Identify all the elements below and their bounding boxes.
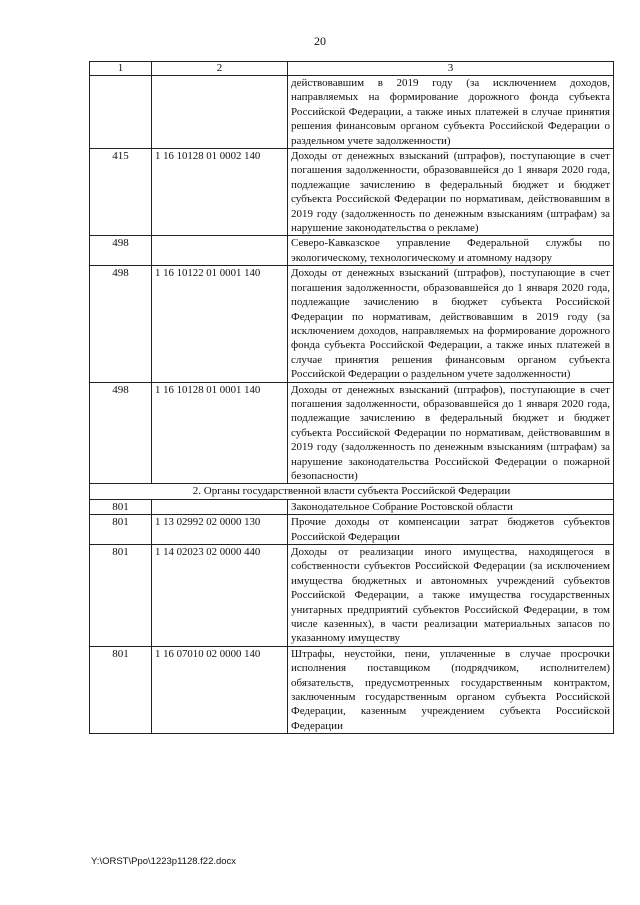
administrator-code: 801 xyxy=(90,646,152,733)
administrator-code: 498 xyxy=(90,266,152,382)
revenue-code xyxy=(152,76,288,149)
file-path-footer: Y:\ORST\Ppo\1223p1128.f22.docx xyxy=(91,856,237,867)
revenue-code: 1 16 10128 01 0001 140 xyxy=(152,382,288,484)
table-row xyxy=(90,149,614,236)
table-header-row xyxy=(90,62,614,76)
table-row xyxy=(90,646,614,733)
administrator-code xyxy=(90,76,152,149)
administrator-code: 801 xyxy=(90,515,152,545)
column-header: 1 xyxy=(90,62,152,76)
section-heading: 2. Органы государственной власти субъекта Российской Федерации xyxy=(90,484,614,499)
revenue-description: Доходы от реализации иного имущества, находящегося в собственности субъектов Российской Федерации (за исключением имущества бюджетных и автономных учреждений субъектов Российской Федерации, а также имущества государственных унитарных предприятий субъектов Российской Федерации, в том числе казенных), в части реализации материальных запасов по указанному имуществу xyxy=(288,545,614,647)
revenue-description: Северо-Кавказское управление Федеральной службы по экологическому, технологическому и атомному надзору xyxy=(288,236,614,266)
revenue-code: 1 13 02992 02 0000 130 xyxy=(152,515,288,545)
table-row xyxy=(90,76,614,149)
revenue-description: Законодательное Собрание Ростовской области xyxy=(288,499,614,514)
revenue-code: 1 16 10128 01 0002 140 xyxy=(152,149,288,236)
revenue-code: 1 16 07010 02 0000 140 xyxy=(152,646,288,733)
revenue-description: Доходы от денежных взысканий (штрафов), поступающие в счет погашения задолженности, образовавшейся до 1 января 2020 года, подлежащие зачислению в федеральный бюджет и бюджет субъекта Российской Федерации по нормативам, действовавшим в 2019 году (задолженность по денежным взысканиям (штрафам) за нарушение законодательства о рекламе) xyxy=(288,149,614,236)
budget-classification-table xyxy=(89,61,614,734)
table-row xyxy=(90,545,614,647)
revenue-code: 1 14 02023 02 0000 440 xyxy=(152,545,288,647)
revenue-code xyxy=(152,499,288,514)
revenue-description: Доходы от денежных взысканий (штрафов), поступающие в счет погашения задолженности, образовавшейся до 1 января 2020 года, подлежащие зачислению в федеральный бюджет и бюджет субъекта Российской Федерации по нормативам, действовавшим в 2019 году (задолженность по денежным взысканиям (штрафам) за нарушение законодательства Российской Федерации о пожарной безопасности) xyxy=(288,382,614,484)
revenue-description: Прочие доходы от компенсации затрат бюджетов субъектов Российской Федерации xyxy=(288,515,614,545)
revenue-description: Штрафы, неустойки, пени, уплаченные в случае просрочки исполнения поставщиком (подрядчиком, исполнителем) обязательств, предусмотренных государственным контрактом, заключенным государственным органом субъекта Российской Федерации, казенным учреждением субъекта Российской Федерации xyxy=(288,646,614,733)
revenue-description: действовавшим в 2019 году (за исключением доходов, направляемых на формирование дорожного фонда субъекта Российской Федерации, а также иных платежей в случае принятия решения финансовым органом субъекта Российской Федерации о раздельном учете задолженности) xyxy=(288,76,614,149)
column-header: 3 xyxy=(288,62,614,76)
administrator-code: 498 xyxy=(90,236,152,266)
section-heading-row xyxy=(90,484,614,499)
page-number: 20 xyxy=(314,34,326,48)
table-row xyxy=(90,266,614,382)
administrator-code: 415 xyxy=(90,149,152,236)
revenue-code xyxy=(152,236,288,266)
revenue-code: 1 16 10122 01 0001 140 xyxy=(152,266,288,382)
column-header: 2 xyxy=(152,62,288,76)
administrator-code: 801 xyxy=(90,545,152,647)
administrator-code: 498 xyxy=(90,382,152,484)
revenue-description: Доходы от денежных взысканий (штрафов), поступающие в счет погашения задолженности, образовавшейся до 1 января 2020 года, подлежащие зачислению в бюджет субъекта Российской Федерации по нормативам, действовавшим в 2019 году (за исключением доходов, направляемых на формирование дорожного фонда субъекта Российской Федерации, а также иных платежей в случае принятия решения финансовым органом субъекта Российской Федерации о раздельном учете задолженности) xyxy=(288,266,614,382)
table-row xyxy=(90,515,614,545)
table-row xyxy=(90,236,614,266)
table-row xyxy=(90,499,614,514)
administrator-code: 801 xyxy=(90,499,152,514)
table-row xyxy=(90,382,614,484)
